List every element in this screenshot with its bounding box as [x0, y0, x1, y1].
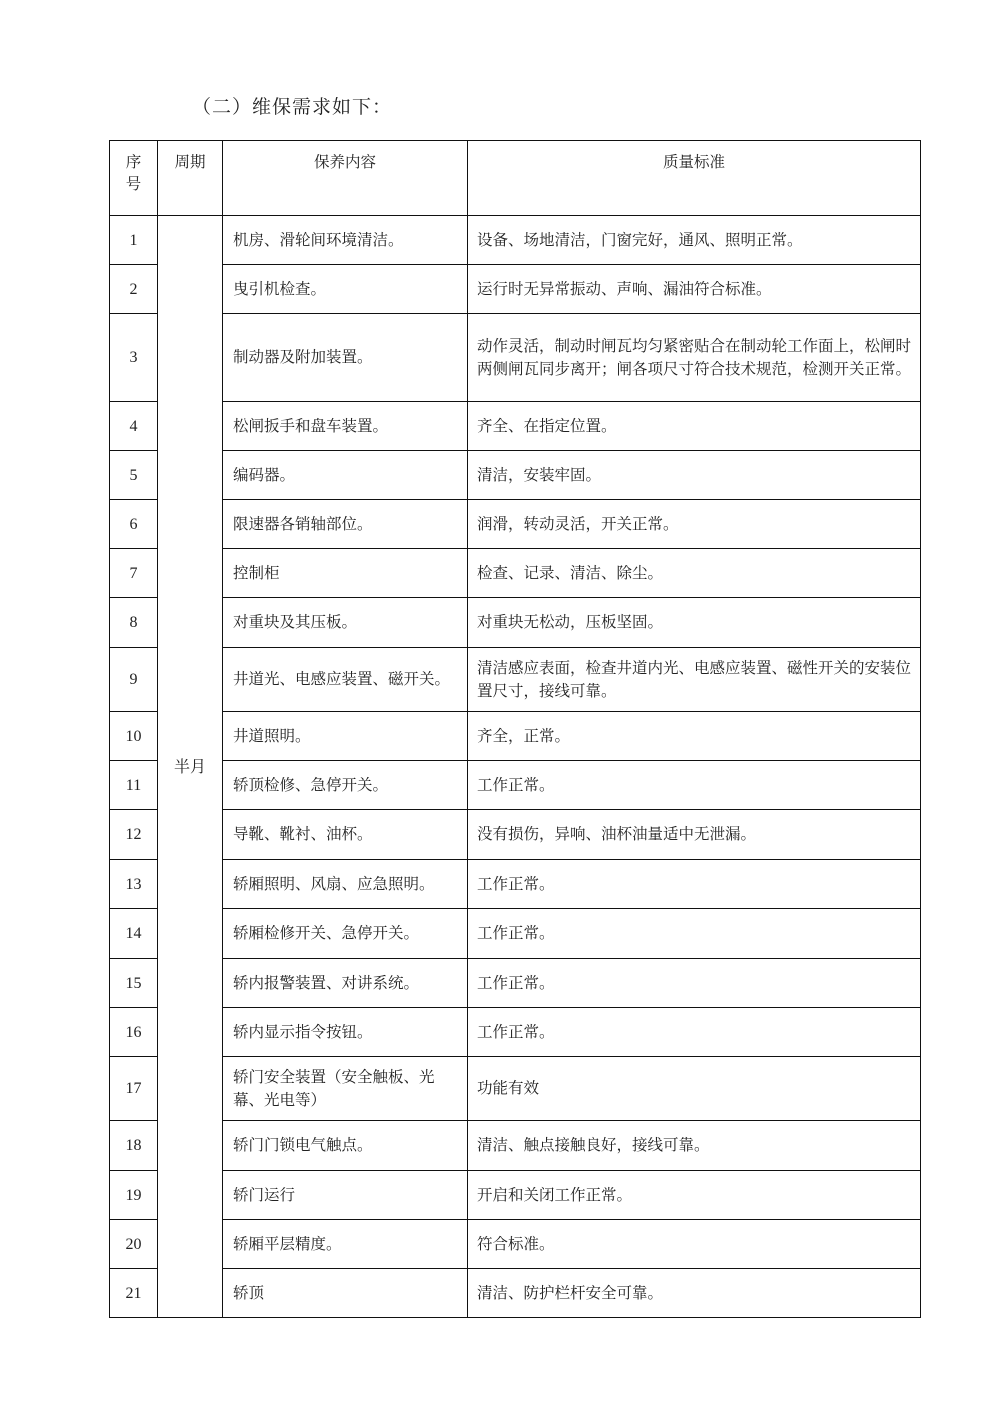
table-row	[110, 860, 921, 909]
section-title: （二）维保需求如下：	[192, 96, 393, 118]
row-standard: 润滑，转动灵活，开关正常。	[468, 500, 921, 549]
row-seq: 20	[110, 1220, 158, 1269]
row-seq: 10	[110, 712, 158, 761]
row-seq: 7	[110, 549, 158, 598]
row-content: 机房、滑轮间环境清洁。	[223, 216, 468, 265]
row-seq: 2	[110, 265, 158, 314]
row-seq: 4	[110, 402, 158, 451]
row-seq: 18	[110, 1121, 158, 1171]
row-content: 轿门运行	[223, 1171, 468, 1220]
row-seq: 3	[110, 314, 158, 402]
header-standard: 质量标准	[468, 141, 921, 216]
row-seq: 17	[110, 1057, 158, 1121]
row-standard: 工作正常。	[468, 909, 921, 959]
row-content: 轿顶	[223, 1269, 468, 1318]
row-seq: 19	[110, 1171, 158, 1220]
table-row	[110, 648, 921, 712]
table-row	[110, 909, 921, 959]
row-content: 限速器各销轴部位。	[223, 500, 468, 549]
table-row	[110, 761, 921, 810]
row-standard: 功能有效	[468, 1057, 921, 1121]
row-content: 井道照明。	[223, 712, 468, 761]
row-content: 轿厢检修开关、急停开关。	[223, 909, 468, 959]
row-standard: 对重块无松动，压板坚固。	[468, 598, 921, 648]
row-seq: 11	[110, 761, 158, 810]
row-standard: 检查、记录、清洁、除尘。	[468, 549, 921, 598]
row-seq: 16	[110, 1008, 158, 1057]
row-content: 控制柜	[223, 549, 468, 598]
row-content: 轿内显示指令按钮。	[223, 1008, 468, 1057]
table-row	[110, 402, 921, 451]
row-standard: 清洁，安装牢固。	[468, 451, 921, 500]
row-seq: 21	[110, 1269, 158, 1318]
table-row	[110, 314, 921, 402]
header-content: 保养内容	[223, 141, 468, 216]
row-standard: 工作正常。	[468, 959, 921, 1008]
table-row	[110, 1057, 921, 1121]
row-seq: 5	[110, 451, 158, 500]
row-seq: 6	[110, 500, 158, 549]
row-seq: 9	[110, 648, 158, 712]
row-content: 编码器。	[223, 451, 468, 500]
row-content: 制动器及附加装置。	[223, 314, 468, 402]
table-header-row	[110, 141, 921, 216]
row-standard: 动作灵活，制动时闸瓦均匀紧密贴合在制动轮工作面上，松闸时两侧闸瓦同步离开；闸各项尺寸符合技术规范，检测开关正常。	[468, 314, 921, 402]
table-row	[110, 1171, 921, 1220]
row-standard: 工作正常。	[468, 761, 921, 810]
table-row	[110, 598, 921, 648]
row-content: 轿内报警装置、对讲系统。	[223, 959, 468, 1008]
row-seq: 12	[110, 810, 158, 860]
table-row	[110, 810, 921, 860]
row-standard: 齐全，正常。	[468, 712, 921, 761]
table-row	[110, 216, 921, 265]
row-standard: 开启和关闭工作正常。	[468, 1171, 921, 1220]
row-standard: 清洁、触点接触良好，接线可靠。	[468, 1121, 921, 1171]
table-row	[110, 549, 921, 598]
row-seq: 15	[110, 959, 158, 1008]
row-content: 井道光、电感应装置、磁开关。	[223, 648, 468, 712]
row-standard: 符合标准。	[468, 1220, 921, 1269]
row-standard: 清洁、防护栏杆安全可靠。	[468, 1269, 921, 1318]
row-content: 导靴、靴衬、油杯。	[223, 810, 468, 860]
row-content: 轿门门锁电气触点。	[223, 1121, 468, 1171]
maintenance-table	[109, 140, 921, 1318]
table-row	[110, 265, 921, 314]
row-seq: 13	[110, 860, 158, 909]
table-row	[110, 451, 921, 500]
table-row	[110, 959, 921, 1008]
row-standard: 齐全、在指定位置。	[468, 402, 921, 451]
table-row	[110, 1220, 921, 1269]
table-row	[110, 712, 921, 761]
row-standard: 工作正常。	[468, 1008, 921, 1057]
row-content: 松闸扳手和盘车装置。	[223, 402, 468, 451]
row-seq: 14	[110, 909, 158, 959]
row-seq: 8	[110, 598, 158, 648]
row-standard: 没有损伤，异响、油杯油量适中无泄漏。	[468, 810, 921, 860]
row-content: 轿厢照明、风扇、应急照明。	[223, 860, 468, 909]
table-row	[110, 1121, 921, 1171]
header-period: 周期	[158, 141, 223, 216]
row-standard: 清洁感应表面，检查井道内光、电感应装置、磁性开关的安装位置尺寸，接线可靠。	[468, 648, 921, 712]
row-content: 轿厢平层精度。	[223, 1220, 468, 1269]
row-standard: 设备、场地清洁，门窗完好，通风、照明正常。	[468, 216, 921, 265]
row-content: 对重块及其压板。	[223, 598, 468, 648]
row-standard: 运行时无异常振动、声响、漏油符合标准。	[468, 265, 921, 314]
table-row	[110, 1269, 921, 1318]
row-content: 轿门安全装置（安全触板、光幕、光电等）	[223, 1057, 468, 1121]
period-cell: 半月	[158, 216, 223, 1318]
row-content: 轿顶检修、急停开关。	[223, 761, 468, 810]
header-seq-label: 序号	[125, 153, 142, 193]
table-row	[110, 1008, 921, 1057]
row-content: 曳引机检查。	[223, 265, 468, 314]
header-seq	[110, 141, 158, 216]
row-seq: 1	[110, 216, 158, 265]
row-standard: 工作正常。	[468, 860, 921, 909]
table-row	[110, 500, 921, 549]
